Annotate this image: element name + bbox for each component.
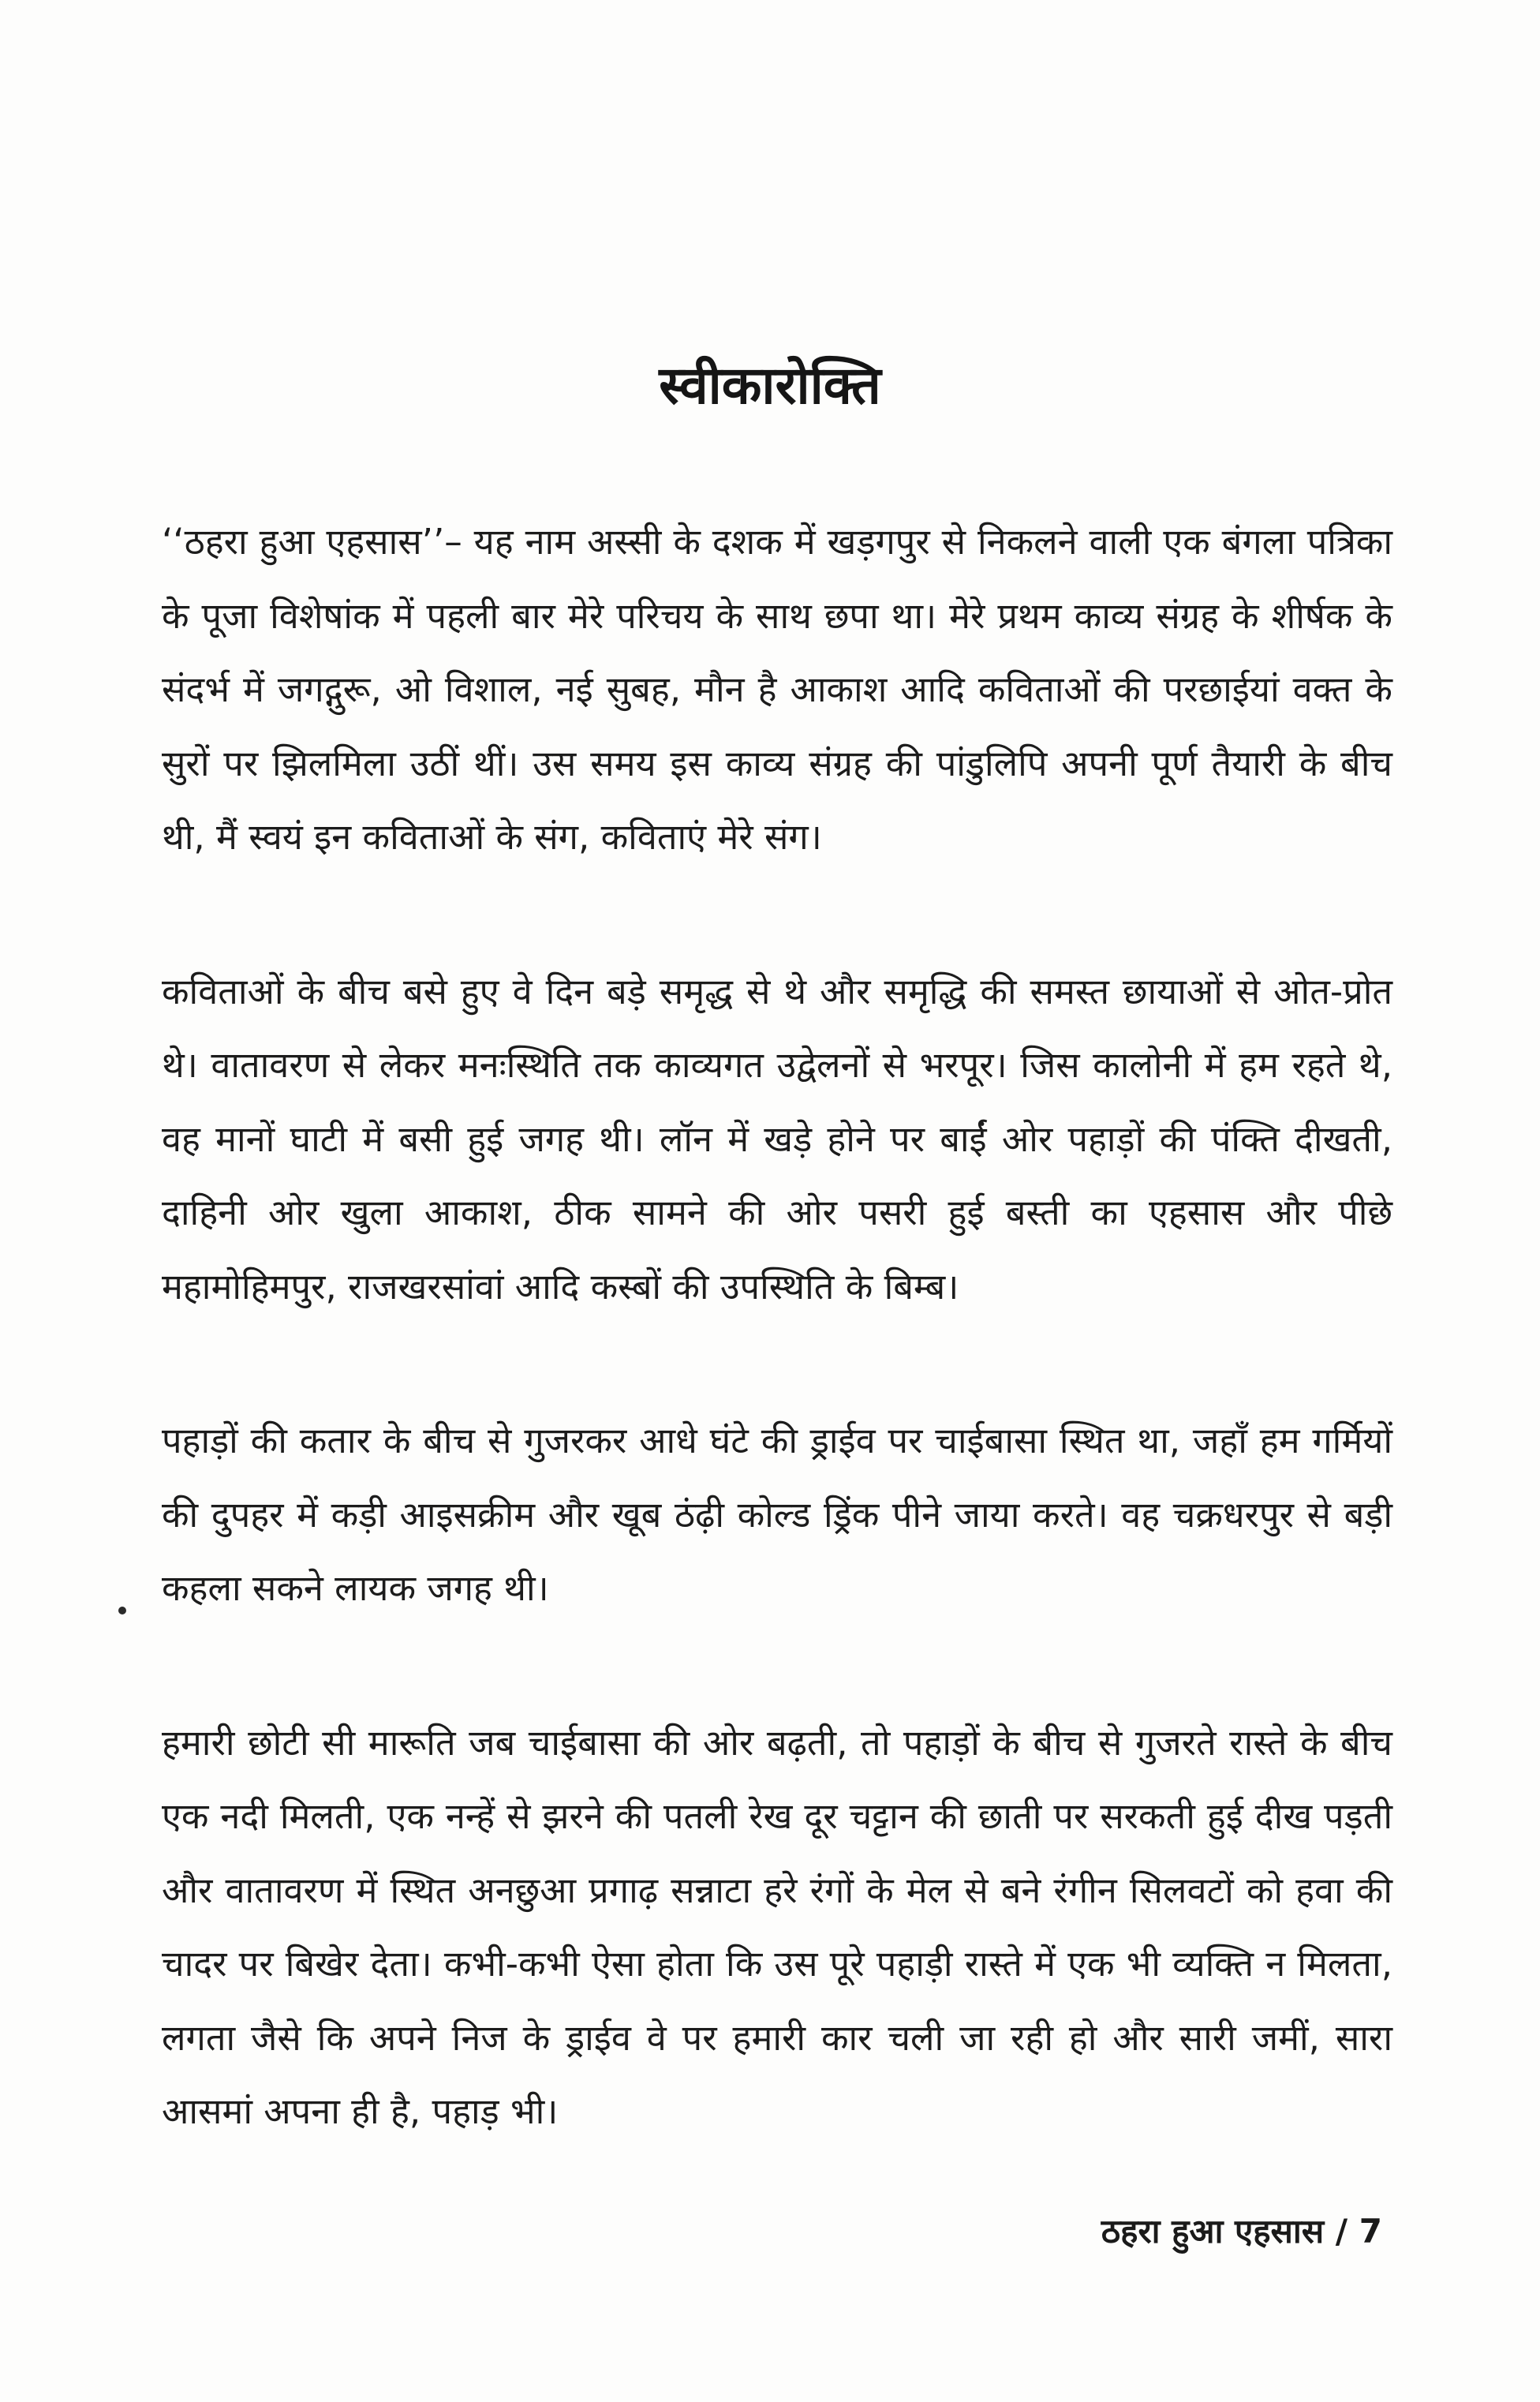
- body-text: [162, 505, 1392, 2149]
- paragraph-4: हमारी छोटी सी मारूति जब चाईबासा की ओर बढ़ती, तो पहाड़ों के बीच से गुजरते रास्ते के बीच एक नदी मिलती, एक नन्हें से झरने की पतली रेख दूर चट्टान की छाती पर सरकती हुई दीख पड़ती और वातावरण में स्थित अनछुआ प्रगाढ़ सन्नाटा हरे रंगों के मेल से बने रंगीन सिलवटों को हवा की चादर पर बिखेर देता। कभी-कभी ऐसा होता कि उस पूरे पहाड़ी रास्ते में एक भी व्यक्ति न मिलता, लगता जैसे कि अपने निज के ड्राईव वे पर हमारी कार चली जा रही हो और सारी जमीं, सारा आसमां अपना ही है, पहाड़ भी।: [162, 1721, 1392, 2132]
- page-title: स्वीकारोक्ति: [659, 355, 881, 417]
- paragraph-2: कविताओं के बीच बसे हुए वे दिन बड़े समृद्ध से थे और समृद्धि की समस्त छायाओं से ओत-प्रोत थे। वातावरण से लेकर मनःस्थिति तक काव्यगत उद्वेलनों से भरपूर। जिस कालोनी में हम रहते थे, वह मानों घाटी में बसी हुई जगह थी। लॉन में खड़े होने पर बाईं ओर पहाड़ों की पंक्ति दीखती, दाहिनी ओर खुला आकाश, ठीक सामने की ओर पसरी हुई बस्ती का एहसास और पीछे महामोहिमपुर, राजखरसांवां आदि कस्बों की उपस्थिति के बिम्ब।: [162, 970, 1392, 1308]
- paragraph-1: ‘‘ठहरा हुआ एहसास’’– यह नाम अस्सी के दशक में खड़गपुर से निकलने वाली एक बंगला पत्रिका के पूजा विशेषांक में पहली बार मेरे परिचय के साथ छपा था। मेरे प्रथम काव्य संग्रह के शीर्षक के संदर्भ में जगद्गुरू, ओ विशाल, नई सुबह, मौन है आकाश आदि कविताओं की परछाईयां वक्त के सुरों पर झिलमिला उठीं थीं। उस समय इस काव्य संग्रह की पांडुलिपि अपनी पूर्ण तैयारी के बीच थी, मैं स्वयं इन कविताओं के संग, कविताएं मेरे संग।: [162, 521, 1392, 858]
- stray-ink-dot: [118, 1607, 126, 1614]
- running-footer: ठहरा हुआ एहसास / 7: [1101, 2212, 1382, 2250]
- paragraph-3: पहाड़ों की कतार के बीच से गुजरकर आधे घंटे की ड्राईव पर चाईबासा स्थित था, जहाँ हम गर्मियों की दुपहर में कड़ी आइसक्रीम और खूब ठंढ़ी कोल्ड ड्रिंक पीने जाया करते। वह चक्रधरपुर से बड़ी कहला सकने लायक जगह थी।: [162, 1420, 1392, 1609]
